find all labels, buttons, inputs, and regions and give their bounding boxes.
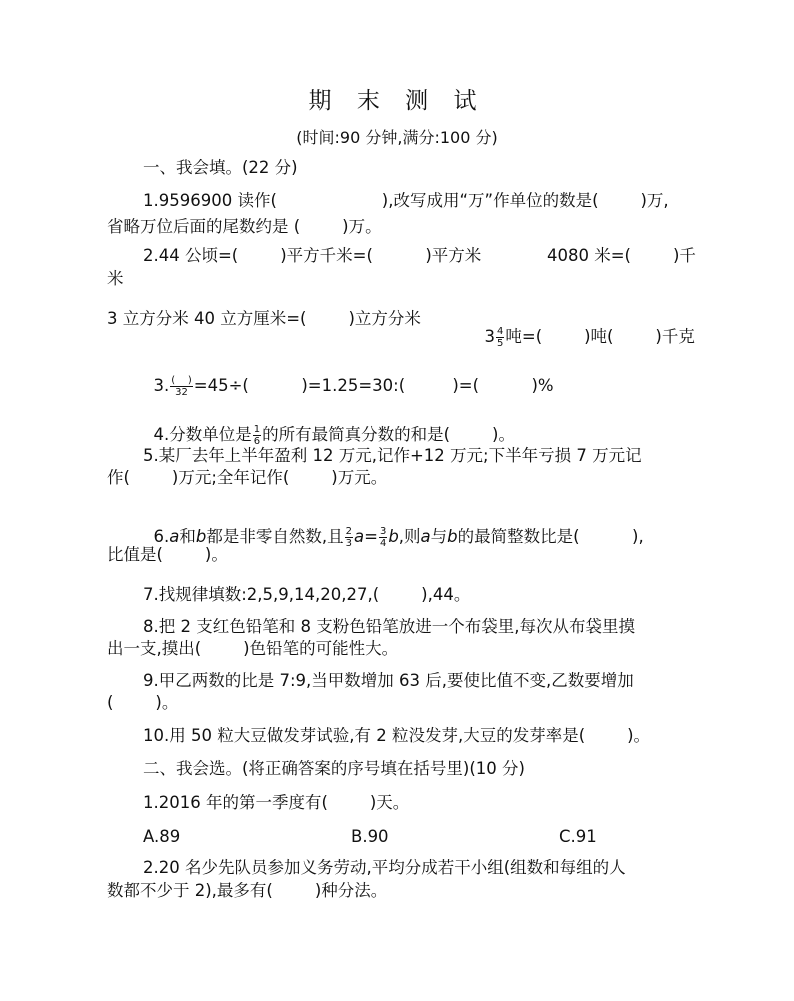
fraction-denominator: 5 [497, 338, 504, 349]
fraction [496, 326, 504, 349]
variable-a: a [353, 527, 365, 546]
question-1-line-1: 1.9596900 读作( ),改写成用“万”作单位的数是( )万, [143, 191, 669, 210]
choice-question-2-line-2: 数都不少于 2),最多有( )种分法。 [107, 881, 388, 900]
question-5-line-2: 作( )万元;全年记作( )万元。 [107, 468, 388, 487]
variable-b: b [447, 527, 458, 546]
question-6-line-1 [143, 504, 644, 549]
question-10: 10.用 50 粒大豆做发芽试验,有 2 粒没发芽,大豆的发芽率是( )。 [143, 726, 651, 745]
question-2-line-2: 米 [107, 269, 124, 288]
fraction [170, 375, 193, 398]
option-b: B.90 [351, 827, 389, 846]
choice-question-1: 1.2016 年的第一季度有( )天。 [143, 793, 410, 812]
question-3 [143, 353, 554, 398]
question-9-line-2: ( )。 [107, 693, 179, 712]
question-3-rest: =45÷( )=1.25=30:( )=( )% [193, 376, 554, 395]
question-6-text: 都是非零自然数,且 [206, 527, 344, 546]
variable-a: a [420, 527, 431, 546]
variable-b: b [388, 527, 399, 546]
section-2-heading: 二、我会选。(将正确答案的序号填在括号里)(10 分) [143, 759, 525, 778]
question-6-text: ,则 [398, 527, 421, 546]
fraction-numerator: 3 [379, 526, 387, 537]
fraction-denominator: 3 [345, 538, 352, 549]
question-6-line-2: 比值是( )。 [107, 545, 228, 564]
fraction [253, 424, 261, 447]
question-4-text-a: 4.分数单位是 [153, 425, 252, 444]
fraction [379, 526, 387, 549]
fraction-numerator: ( ) [171, 375, 192, 386]
mixed-number-whole: 3 [484, 327, 495, 346]
question-9-line-1: 9.甲乙两数的比是 7:9,当甲数增加 63 后,要使比值不变,乙数要增加 [143, 671, 634, 690]
question-6-text: 6. [153, 527, 170, 546]
fraction [345, 526, 353, 549]
exam-info: (时间:90 分钟,满分:100 分) [296, 128, 498, 147]
option-c: C.91 [559, 827, 597, 846]
question-6-text: 的最简整数比是( ), [457, 527, 644, 546]
fraction-numerator: 1 [253, 424, 261, 435]
question-2-line-3b [474, 304, 695, 349]
question-4-text-b: 的所有最简真分数的和是( )。 [262, 425, 515, 444]
question-6-text: 与 [430, 527, 448, 546]
variable-b: b [195, 527, 207, 546]
question-7: 7.找规律填数:2,5,9,14,20,27,( ),44。 [143, 585, 471, 604]
page-title: 期 末 测 试 [308, 88, 486, 114]
question-3-prefix: 3. [153, 376, 170, 395]
question-2-line-3b-rest: 吨=( )吨( )千克 [505, 327, 695, 346]
question-8-line-1: 8.把 2 支红色铅笔和 8 支粉色铅笔放进一个布袋里,每次从布袋里摸 [143, 617, 635, 636]
question-4 [143, 402, 515, 447]
equals-sign: = [364, 527, 378, 546]
question-2-line-3a: 3 立方分米 40 立方厘米=( )立方分米 [107, 309, 421, 328]
fraction-denominator: 32 [175, 387, 188, 398]
fraction-numerator: 2 [345, 526, 352, 537]
question-2-line-1b: 4080 米=( )千 [547, 246, 696, 265]
question-2-line-1a: 2.44 公顷=( )平方千米=( )平方米 [143, 246, 482, 265]
fraction-denominator: 6 [253, 436, 261, 447]
question-5-line-1: 5.某厂去年上半年盈利 12 万元,记作+12 万元;下半年亏损 7 万元记 [143, 446, 642, 465]
fraction-denominator: 4 [379, 538, 387, 549]
section-1-heading: 一、我会填。(22 分) [143, 158, 298, 177]
option-a: A.89 [143, 827, 181, 846]
question-1-line-2: 省略万位后面的尾数约是 ( )万。 [107, 217, 382, 236]
choice-question-2-line-1: 2.20 名少先队员参加义务劳动,平均分成若干小组(组数和每组的人 [143, 858, 626, 877]
question-6-text: 和 [179, 527, 196, 546]
fraction-numerator: 4 [497, 326, 504, 337]
question-8-line-2: 出一支,摸出( )色铅笔的可能性大。 [107, 639, 399, 658]
variable-a: a [169, 527, 180, 546]
